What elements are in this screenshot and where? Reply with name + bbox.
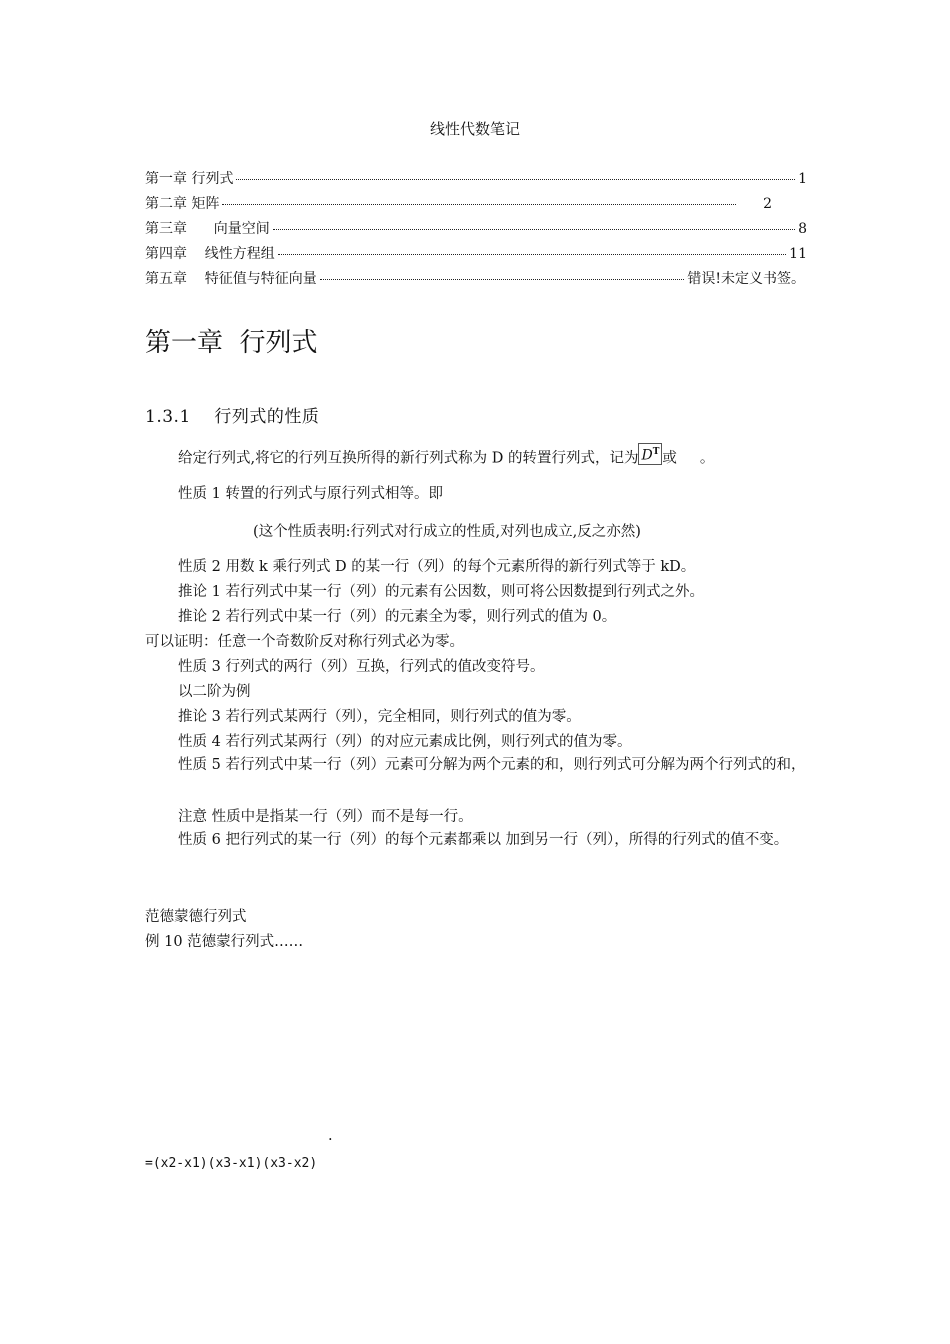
example-10: 例 10 范德蒙行列式…… <box>145 934 304 950</box>
property-6: 性质 6 把行列式的某一行（列）的每个元素都乘以 加到另一行（列），所得的行列式的值不变。 <box>178 832 789 848</box>
chapter-heading: 第一章 行列式 <box>145 328 318 358</box>
toc-entry-page: 11 <box>789 246 807 262</box>
corollary-1: 推论 1 若行列式中某一行（列）的元素有公因数，则可将公因数提到行列式之外。 <box>178 584 704 600</box>
toc-entry-chapter-4[interactable] <box>145 243 807 265</box>
toc-entry-label: 第五章 特征值与特征向量 <box>145 271 317 287</box>
formula-dot: . <box>328 1128 333 1144</box>
toc-entry-label: 第二章 矩阵 <box>145 196 220 212</box>
property-4: 性质 4 若行列式某两行（列）的对应元素成比例，则行列式的值为零。 <box>178 734 632 750</box>
property-3: 性质 3 行列式的两行（列）互换，行列式的值改变符号。 <box>178 659 545 675</box>
toc-entry-chapter-5[interactable] <box>145 268 805 290</box>
toc-dot-leader <box>236 179 795 180</box>
transpose-symbol-superscript: T <box>652 447 660 457</box>
property-1: 性质 1 转置的行列式与原行列式相等。即 <box>178 486 443 502</box>
toc-entry-chapter-2[interactable] <box>145 193 772 215</box>
property-5: 性质 5 若行列式中某一行（列）元素可分解为两个元素的和，则行列式可分解为两个行列式的和， <box>178 757 806 773</box>
toc-entry-page: 2 <box>763 196 772 212</box>
transpose-symbol-letter: D <box>641 447 653 464</box>
document-title: 线性代数笔记 <box>429 120 520 138</box>
transpose-text: 给定行列式,将它的行列互换所得的新行列式称为 D 的转置行列式，记为 <box>178 450 639 467</box>
corollary-3: 推论 3 若行列式某两行（列），完全相同，则行列式的值为零。 <box>178 709 581 725</box>
second-order-example: 以二阶为例 <box>178 684 251 700</box>
transpose-definition <box>178 446 714 468</box>
toc-dot-leader <box>222 204 736 205</box>
transpose-text-end: 或 。 <box>662 450 715 467</box>
toc-entry-page: 1 <box>798 171 807 187</box>
vandermonde-heading: 范德蒙德行列式 <box>145 909 247 925</box>
vandermonde-formula: =(x2-x1)(x3-x1)(x3-x2) <box>145 1156 318 1171</box>
toc-entry-page: 错误!未定义书签。 <box>687 271 805 287</box>
toc-entry-page: 8 <box>798 221 807 237</box>
property-2: 性质 2 用数 k 乘行列式 D 的某一行（列）的每个元素所得的新行列式等于 kD。 <box>178 559 696 575</box>
toc-dot-leader <box>320 279 685 280</box>
toc-entry-label: 第一章 行列式 <box>145 171 234 187</box>
toc-entry-chapter-3[interactable] <box>145 218 807 240</box>
toc-entry-label: 第四章 线性方程组 <box>145 246 275 262</box>
toc-entry-label: 第三章 向量空间 <box>145 221 270 237</box>
toc-dot-leader <box>278 254 786 255</box>
corollary-2: 推论 2 若行列式中某一行（列）的元素全为零，则行列式的值为 0。 <box>178 609 617 625</box>
transpose-symbol <box>638 443 662 465</box>
property-1-note: (这个性质表明:行列式对行成立的性质,对列也成立,反之亦然) <box>253 524 641 540</box>
proof-statement: 可以证明：任意一个奇数阶反对称行列式必为零。 <box>145 634 464 650</box>
note: 注意 性质中是指某一行（列）而不是每一行。 <box>178 809 473 825</box>
toc-dot-leader <box>273 229 795 230</box>
toc-entry-chapter-1[interactable] <box>145 168 807 190</box>
section-heading: 1.3.1 行列式的性质 <box>145 407 320 427</box>
